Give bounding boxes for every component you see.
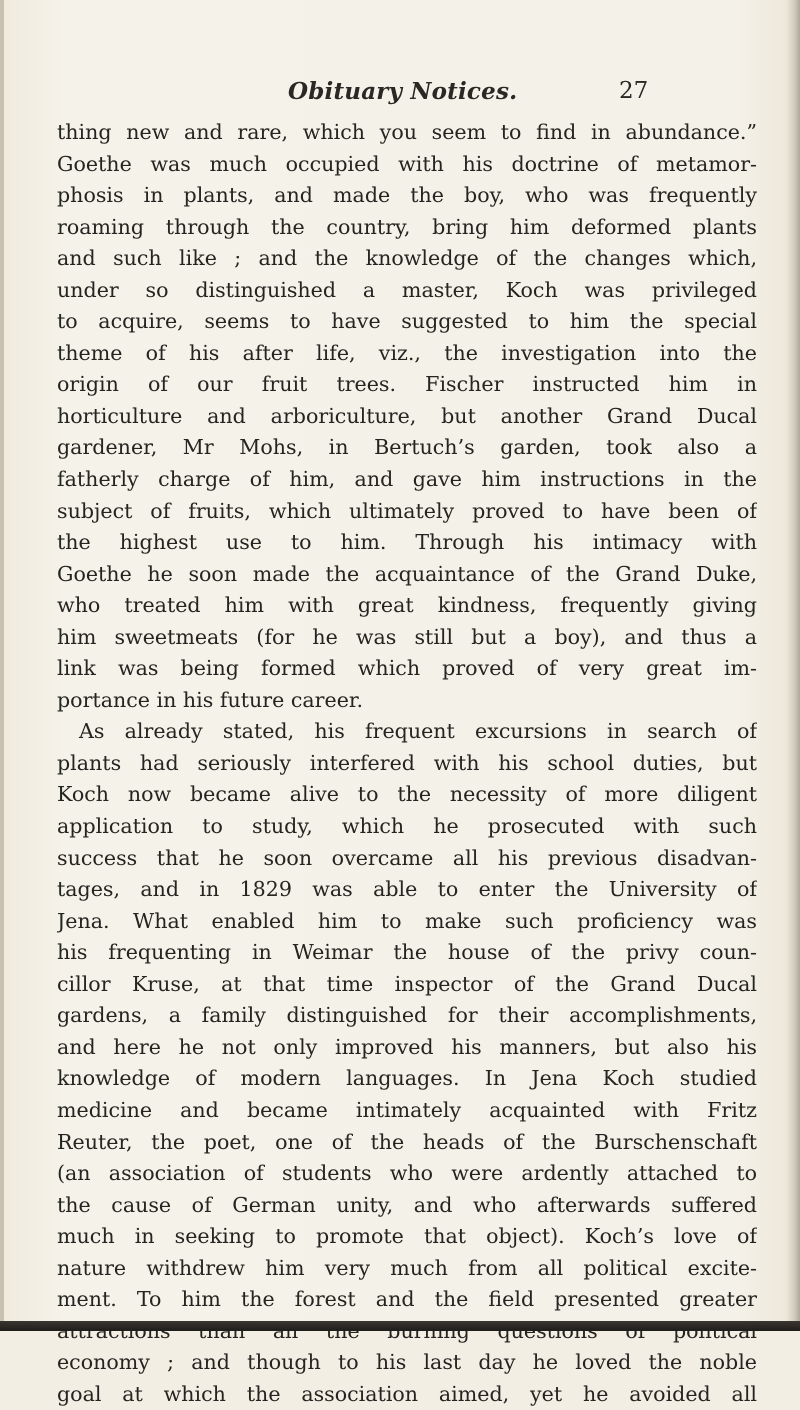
text-line: gardens, a family distinguished for their accomplishments, — [57, 1003, 757, 1028]
text-line: to acquire, seems to have suggested to him the special — [57, 309, 757, 334]
text-line: Goethe he soon made the acquaintance of the Grand Duke, — [57, 561, 757, 586]
page-number: 27 — [619, 78, 649, 104]
running-head-title: Obituary Notices. — [288, 78, 518, 105]
text-line: the highest use to him. Through his intimacy with — [57, 530, 757, 555]
scan-bottom-edge — [0, 1321, 800, 1331]
text-line: who treated him with great kindness, frequently giving — [57, 593, 757, 618]
text-line: (an association of students who were ardently attached to — [57, 1161, 757, 1186]
text-line: much in seeking to promote that object). Koch’s love of — [57, 1224, 757, 1249]
text-line: gardener, Mr Mohs, in Bertuch’s garden, took also a — [57, 435, 757, 460]
text-line: plants had seriously interfered with his school duties, but — [57, 750, 757, 775]
text-line: origin of our fruit trees. Fischer instructed him in — [57, 372, 757, 397]
text-line: application to study, which he prosecuted with such — [57, 814, 757, 839]
body-text — [57, 117, 757, 1410]
text-line: ment. To him the forest and the field presented greater — [57, 1287, 757, 1312]
text-line: medicine and became intimately acquainted with Fritz — [57, 1097, 757, 1122]
text-line: success that he soon overcame all his previous disadvan- — [57, 845, 757, 870]
text-line: thing new and rare, which you seem to find in abundance.” — [57, 120, 757, 144]
text-line: and such like ; and the knowledge of the changes which, — [57, 246, 757, 271]
text-line: nature withdrew him very much from all political excite- — [57, 1255, 757, 1280]
text-line: him sweetmeats (for he was still but a boy), and thus a — [57, 624, 757, 649]
text-line: the cause of German unity, and who afterwards suffered — [57, 1192, 757, 1217]
text-line: Jena. What enabled him to make such proficiency was — [57, 908, 757, 933]
text-line: Goethe was much occupied with his doctrine of metamor- — [57, 151, 757, 176]
text-line-paragraph-end: portance in his future career. — [57, 687, 364, 712]
text-line: roaming through the country, bring him deformed plants — [57, 214, 757, 239]
text-line: phosis in plants, and made the boy, who was frequently — [57, 183, 757, 208]
text-line: horticulture and arboriculture, but another Grand Ducal — [57, 403, 757, 428]
page-left-edge — [0, 0, 4, 1331]
text-line: Reuter, the poet, one of the heads of the Burschenschaft — [57, 1129, 757, 1154]
text-line: under so distinguished a master, Koch was privileged — [57, 277, 757, 302]
text-line: knowledge of modern languages. In Jena Koch studied — [57, 1066, 757, 1091]
text-line: cillor Kruse, at that time inspector of the Grand Ducal — [57, 971, 757, 996]
text-line: subject of fruits, which ultimately proved to have been of — [57, 498, 757, 523]
text-line-paragraph-start: As already stated, his frequent excursions in search of — [79, 719, 757, 744]
page-gutter-shadow — [786, 0, 800, 1331]
text-line: theme of his after life, viz., the investigation into the — [57, 340, 757, 365]
text-line: fatherly charge of him, and gave him instructions in the — [57, 467, 757, 492]
text-line: tages, and in 1829 was able to enter the University of — [57, 877, 757, 902]
running-head — [0, 78, 800, 118]
text-line: and here he not only improved his manners, but also his — [57, 1034, 757, 1059]
text-line: economy ; and though to his last day he loved the noble — [57, 1350, 757, 1375]
text-line: link was being formed which proved of very great im- — [57, 656, 757, 681]
text-line: his frequenting in Weimar the house of the privy coun- — [57, 940, 757, 965]
text-line: goal at which the association aimed, yet he avoided all — [57, 1381, 757, 1406]
text-line: Koch now became alive to the necessity of more diligent — [57, 782, 757, 807]
